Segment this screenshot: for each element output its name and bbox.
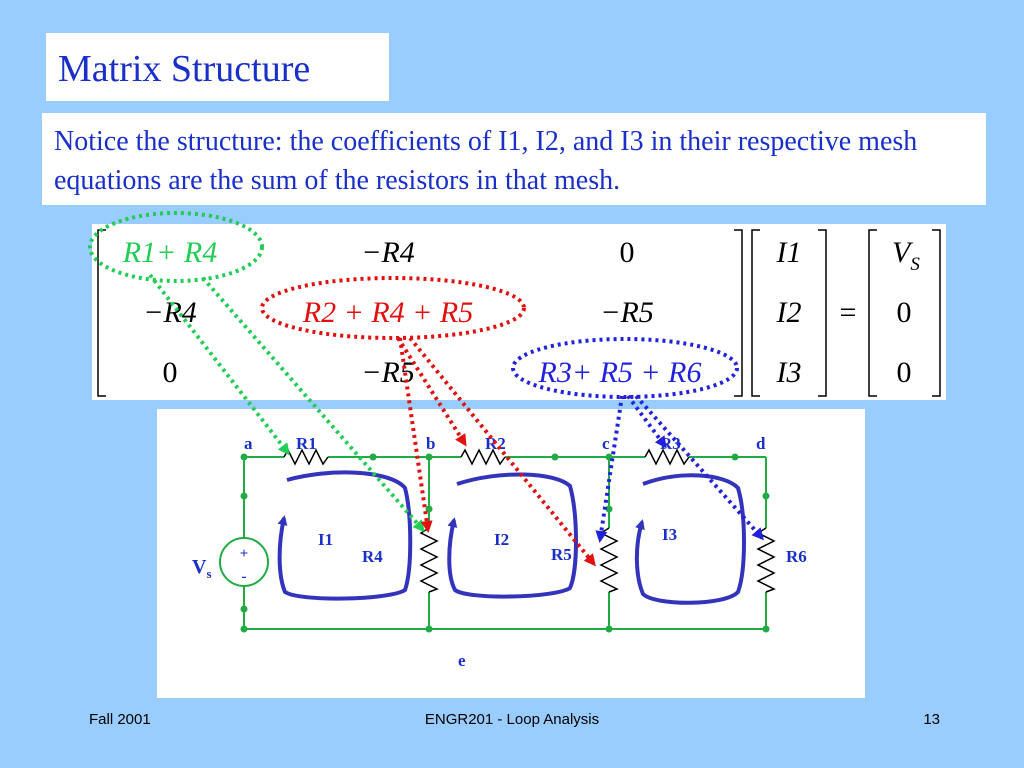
i3-label: I3: [662, 525, 678, 544]
mesh2-highlight-ellipse: [262, 278, 524, 338]
r5-label: R5: [551, 545, 572, 564]
equals-sign: =: [839, 296, 857, 329]
matrix-cell-r1c3: 0: [619, 236, 635, 269]
vector-i1: I1: [776, 236, 802, 269]
r2-pointer-arrow: [398, 338, 465, 444]
mesh3-highlight-ellipse: [513, 339, 737, 397]
matrix-cell-r3c3: R3+ R5 + R6: [538, 356, 702, 389]
node-d-label: d: [756, 434, 766, 453]
matrix-cell-r2c3: −R5: [600, 296, 654, 329]
r3-label: R3: [660, 434, 681, 453]
source-plus: +: [239, 546, 249, 562]
rhs-v-subscript: S: [910, 254, 920, 275]
source-v: V: [192, 556, 207, 578]
footer-date: Fall 2001: [89, 711, 151, 728]
mesh1-loop-arrow: [280, 472, 411, 598]
r5-pointer-arrow-blue: [600, 396, 622, 540]
resistor-r6: [758, 528, 774, 592]
node-a-label: a: [244, 434, 253, 453]
r6-pointer-arrow: [636, 396, 762, 538]
source-minus: -: [241, 569, 247, 585]
footer-course: ENGR201 - Loop Analysis: [424, 711, 600, 728]
vector-i3: I3: [776, 356, 802, 389]
i2-label: I2: [494, 530, 510, 549]
matrix-cell-r2c1: −R4: [143, 296, 197, 329]
matrix-cell-r3c1: 0: [162, 356, 178, 389]
mesh3-loop-arrow: [637, 475, 744, 602]
notice-text: Notice the structure: the coefficients of I1, I2, and I3 in their respective mesh equations are the sum of the resistors in that mesh.: [54, 126, 918, 196]
mesh2-loop-arrow: [449, 474, 576, 596]
mesh1-highlight-ellipse: [90, 213, 262, 281]
rhs-v-letter: V: [892, 236, 911, 269]
i1-label: I1: [318, 530, 334, 549]
node-b-label: b: [426, 434, 436, 453]
source-label: [192, 556, 212, 581]
matrix-cell-r3c2: −R5: [361, 356, 415, 389]
slide-title: Matrix Structure: [58, 48, 311, 90]
rhs-zero-2: 0: [896, 356, 912, 389]
r4-pointer-arrow-red: [400, 338, 428, 530]
node-c-label: c: [602, 434, 610, 453]
r4-pointer-arrow-green: [203, 278, 423, 530]
resistor-r4: [421, 528, 437, 592]
r6-label: R6: [786, 547, 807, 566]
matrix-cell-r1c2: −R4: [361, 236, 415, 269]
source-subscript: s: [206, 566, 212, 581]
node-e-label: e: [458, 651, 466, 670]
r1-label: R1: [296, 434, 317, 453]
vector-i2: I2: [776, 296, 802, 329]
matrix-cell-r1c1: R1+ R4: [122, 236, 218, 269]
footer-page-number: 13: [923, 711, 940, 728]
resistor-r5: [601, 528, 617, 592]
matrix-cell-r2c2: R2 + R4 + R5: [302, 296, 474, 329]
r2-label: R2: [485, 434, 506, 453]
r4-label: R4: [362, 547, 383, 566]
rhs-zero-1: 0: [896, 296, 912, 329]
